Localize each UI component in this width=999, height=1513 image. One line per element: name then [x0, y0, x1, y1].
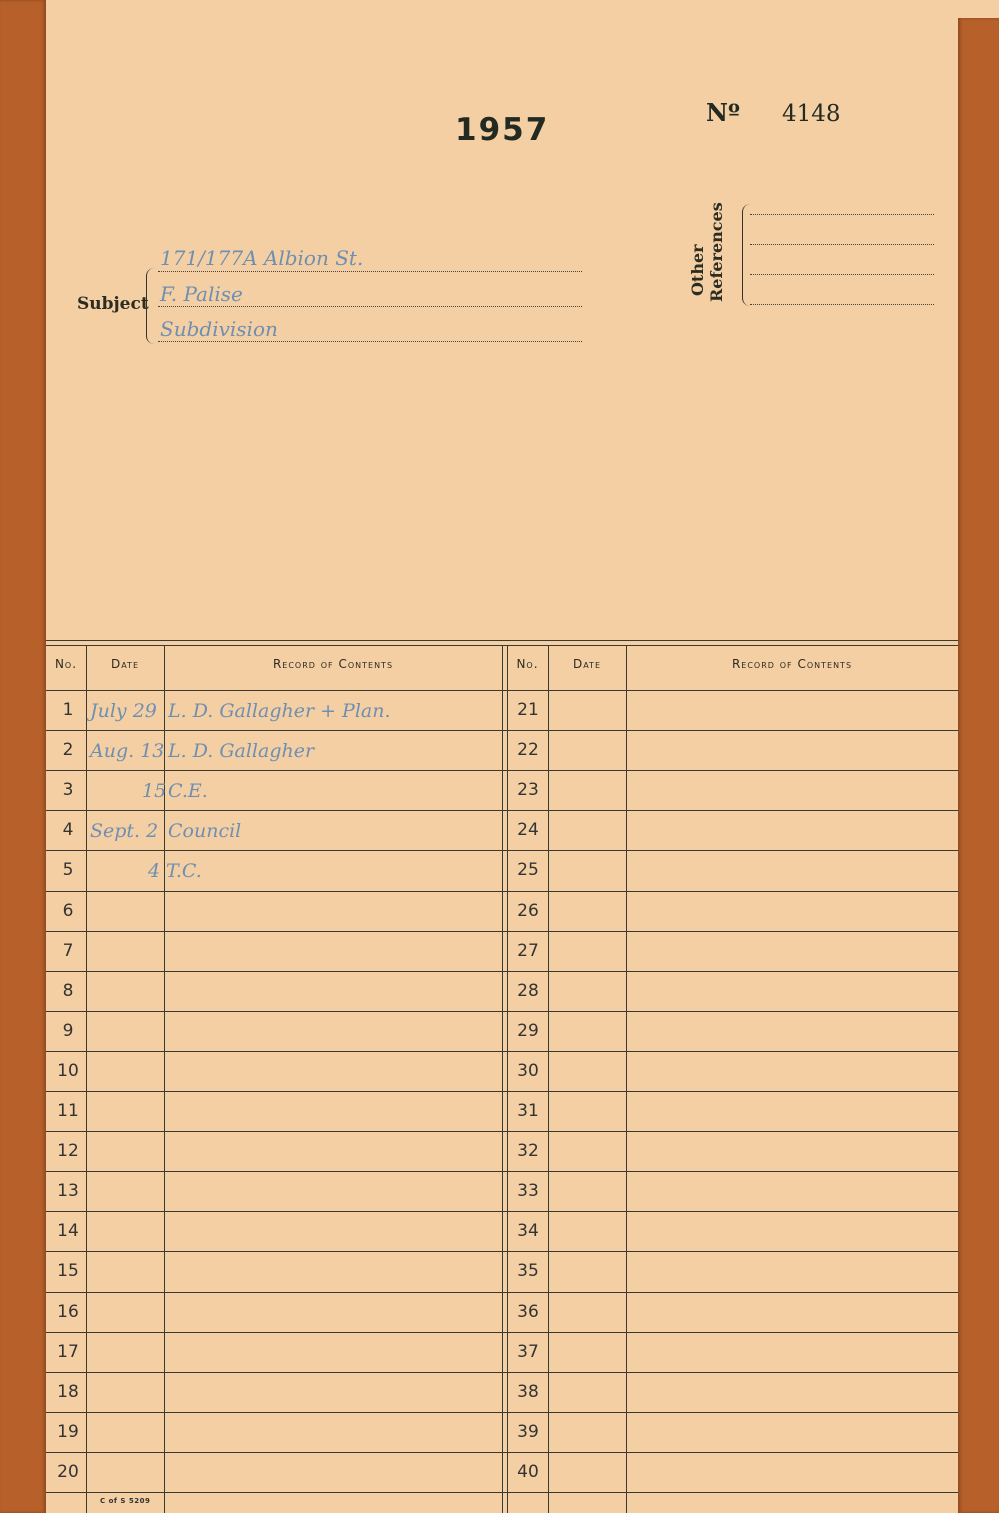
row-number-right: 40	[517, 1462, 539, 1482]
row-number-left: 1	[62, 700, 74, 720]
row-number-right: 29	[517, 1021, 539, 1041]
row-number-left: 9	[62, 1021, 74, 1041]
row-number-left: 10	[57, 1061, 79, 1081]
row-rule	[46, 891, 958, 892]
binding-strip-right	[958, 18, 999, 1513]
subject-line-3	[158, 341, 582, 342]
header-record-left: Record of Contents	[272, 657, 394, 671]
row-number-left: 14	[57, 1221, 79, 1241]
row-rule	[46, 971, 958, 972]
row-rule	[46, 1452, 958, 1453]
subject-brace	[146, 268, 157, 344]
row-rule	[46, 1372, 958, 1373]
row-rule	[46, 1292, 958, 1293]
row-number-right: 21	[517, 700, 539, 720]
row-rule	[46, 1251, 958, 1252]
file-number: 4148	[782, 101, 841, 127]
other-references-label	[688, 202, 742, 304]
row-number-left: 16	[57, 1302, 79, 1322]
row-number-right: 25	[517, 860, 539, 880]
row-number-left: 12	[57, 1141, 79, 1161]
row-rule	[46, 1492, 958, 1493]
row-rule	[46, 730, 958, 731]
row-rule	[46, 810, 958, 811]
header-date-left: Date	[110, 657, 140, 671]
binding-strip-left	[0, 0, 46, 1513]
col-divider-no-date-right	[548, 645, 549, 1513]
entry-2-record: L. D. Gallagher	[168, 740, 315, 762]
table-top-rule	[46, 640, 958, 641]
row-number-right: 23	[517, 780, 539, 800]
subject-text-3: Subdivision	[160, 317, 278, 341]
entry-4-date: Sept. 2	[90, 820, 159, 842]
row-number-right: 30	[517, 1061, 539, 1081]
other-label-line2: References	[707, 202, 726, 302]
other-label-line1: Other	[688, 244, 707, 296]
row-number-right: 26	[517, 901, 539, 921]
row-number-left: 18	[57, 1382, 79, 1402]
subject-line-1	[158, 271, 582, 272]
row-number-right: 35	[517, 1261, 539, 1281]
row-number-right: 39	[517, 1422, 539, 1442]
subject-line-2	[158, 306, 582, 307]
header-date-right: Date	[572, 657, 602, 671]
row-number-left: 4	[62, 820, 74, 840]
row-number-left: 19	[57, 1422, 79, 1442]
entry-5-date: 4	[148, 860, 161, 882]
row-rule	[46, 1332, 958, 1333]
row-number-left: 13	[57, 1181, 79, 1201]
entry-4-record: Council	[168, 820, 242, 842]
row-number-right: 22	[517, 740, 539, 760]
row-rule	[46, 850, 958, 851]
entry-3-record: C.E.	[168, 780, 208, 802]
row-number-right: 36	[517, 1302, 539, 1322]
entry-5-record: T.C.	[166, 860, 202, 882]
row-number-right: 33	[517, 1181, 539, 1201]
row-rule	[46, 770, 958, 771]
year-heading: 1957	[455, 112, 550, 148]
subject-label: Subject	[77, 294, 149, 314]
col-divider-date-record-left	[164, 645, 165, 1513]
row-number-right: 28	[517, 981, 539, 1001]
row-number-right: 31	[517, 1101, 539, 1121]
entry-3-date: 15	[142, 780, 167, 802]
row-number-left: 11	[57, 1101, 79, 1121]
row-number-left: 6	[62, 901, 74, 921]
other-ref-line-1	[750, 214, 934, 215]
header-no-left: No.	[54, 657, 78, 671]
row-rule	[46, 931, 958, 932]
row-number-left: 20	[57, 1462, 79, 1482]
row-rule	[46, 1091, 958, 1092]
form-code: C of S 5209	[100, 1497, 151, 1505]
row-number-left: 15	[57, 1261, 79, 1281]
header-no-right: No.	[516, 657, 539, 671]
row-rule	[46, 1211, 958, 1212]
row-number-right: 38	[517, 1382, 539, 1402]
entry-1-date: July 29	[90, 700, 157, 722]
row-number-right: 34	[517, 1221, 539, 1241]
other-references-brace	[742, 204, 751, 306]
header-record-right: Record of Contents	[731, 657, 853, 671]
col-divider-center-a	[502, 645, 503, 1513]
row-rule	[46, 1011, 958, 1012]
row-rule	[46, 1412, 958, 1413]
other-ref-line-3	[750, 274, 934, 275]
entry-1-record: L. D. Gallagher + Plan.	[168, 700, 391, 722]
row-rule	[46, 1131, 958, 1132]
row-number-left: 2	[62, 740, 74, 760]
row-number-right: 27	[517, 941, 539, 961]
row-number-right: 32	[517, 1141, 539, 1161]
col-divider-date-record-right	[626, 645, 627, 1513]
entry-2-date: Aug. 13	[90, 740, 165, 762]
row-number-left: 3	[62, 780, 74, 800]
other-ref-line-4	[750, 304, 934, 305]
subject-text-2: F. Palise	[160, 282, 243, 306]
row-number-left: 8	[62, 981, 74, 1001]
row-number-left: 7	[62, 941, 74, 961]
row-number-right: 37	[517, 1342, 539, 1362]
row-rule	[46, 1171, 958, 1172]
number-label: Nº	[706, 98, 740, 127]
subject-text-1: 171/177A Albion St.	[160, 246, 364, 270]
row-number-left: 5	[62, 860, 74, 880]
other-ref-line-2	[750, 244, 934, 245]
row-number-right: 24	[517, 820, 539, 840]
row-number-left: 17	[57, 1342, 79, 1362]
row-rule	[46, 1051, 958, 1052]
